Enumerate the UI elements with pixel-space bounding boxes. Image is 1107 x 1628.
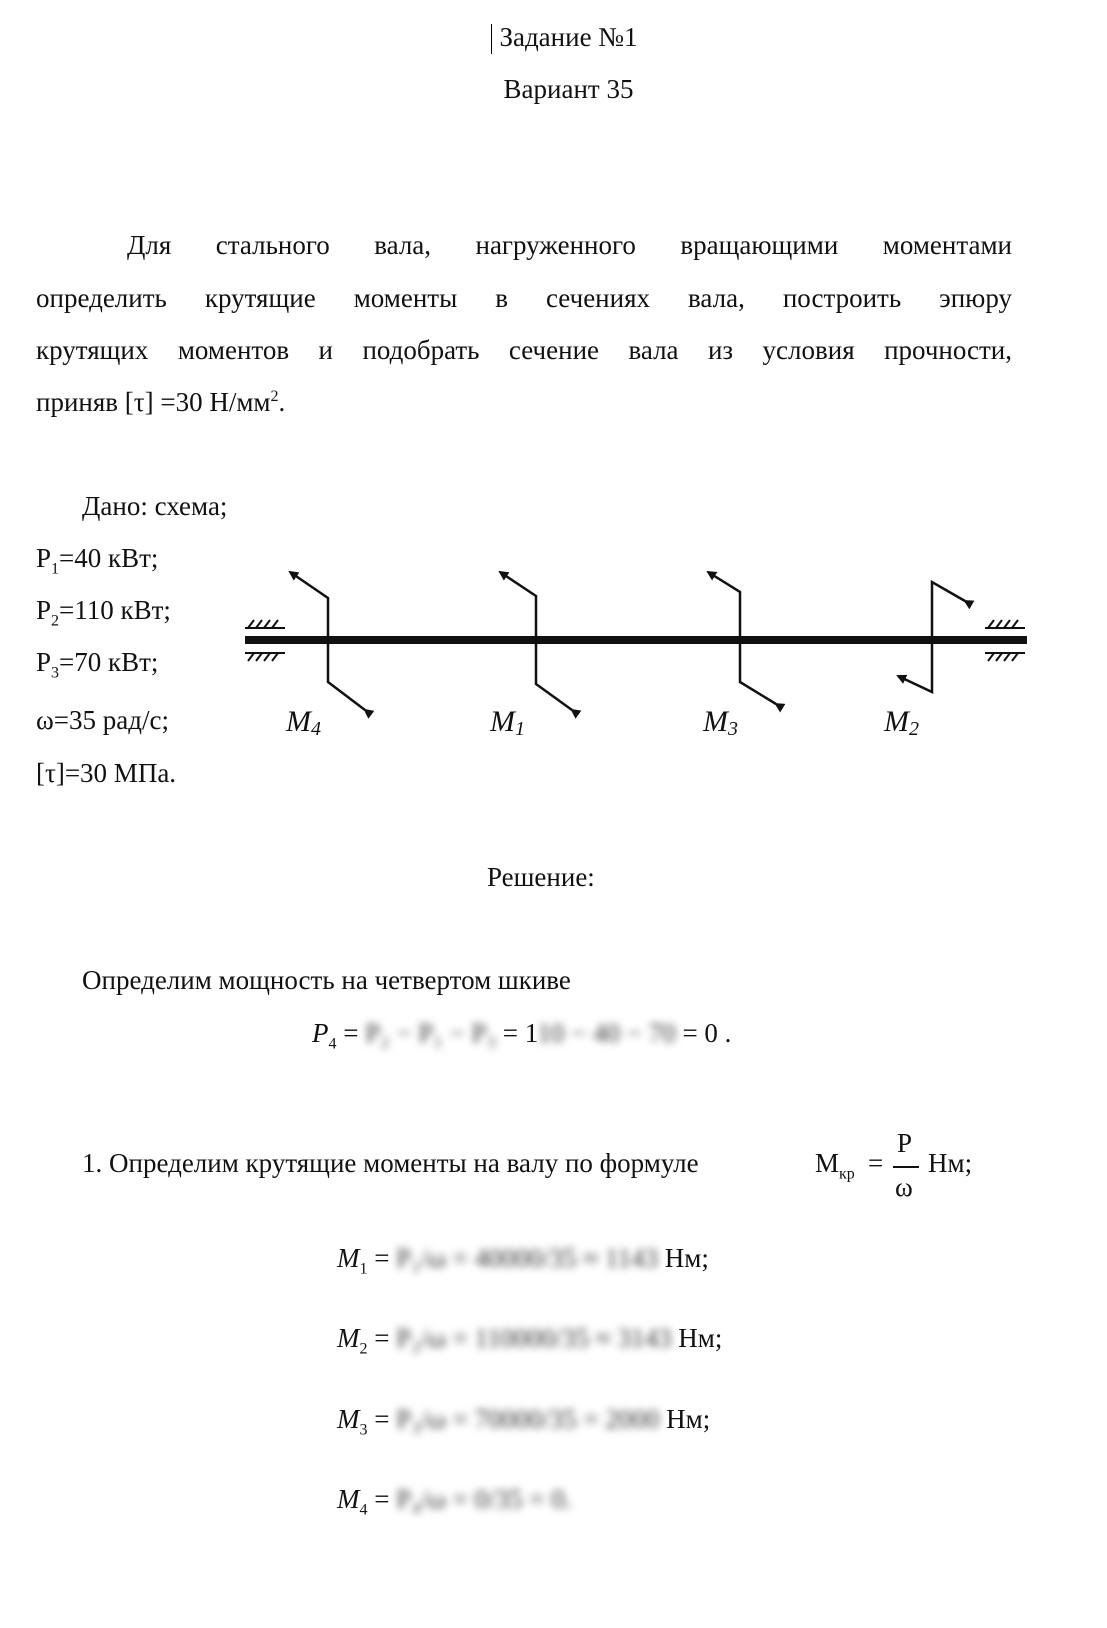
p4-blurred-terms: P₂ − P₁ − P₃ [365,1018,496,1048]
task-title: Задание №1 [499,22,638,52]
p4-intro: Определим мощность на четвертом шкиве [82,965,571,995]
given-omega: ω=35 рад/с; [36,705,169,735]
given-p2: $P_2=110$ кВт; [36,595,171,630]
moment-m3-line: $M_3 = P_3/\omega = 70000/35 = 2000$ Нм; [337,1404,711,1439]
variant-title: Вариант 35 [503,74,634,104]
mkr-numerator: P [897,1128,913,1158]
problem-line-4: приняв [τ] =30 $Н/мм^2$. [36,387,286,417]
label-m1: M1 [490,705,525,740]
label-m3: M3 [703,705,738,740]
step1-text: 1. Определим крутящие моменты на валу по формуле [82,1148,699,1178]
solution-title: Решение: [487,862,595,892]
moment-m4-line: $M_4 = P_4/\omega = 0/35 = 0$. [337,1484,572,1519]
given-p1: $P_1=40$ кВт; [36,543,159,578]
mkr-denominator: ω [895,1172,913,1202]
m2-blurred-value: P₂/ω = 110000/35 ≈ 3143 [396,1323,672,1353]
given-tau: [τ]=30 МПа. [36,758,177,788]
p4-formula: $P_4 = P_2 - P_1 - P_3 = 110 - 40 - 70 = 0$ . [312,1018,732,1053]
shaft-diagram [0,0,1107,800]
moment-m2-line: $M_2 = P_2/\omega = 110000/35 \approx 3143$ Нм; [337,1323,723,1358]
problem-line-3: крутящих моментов и подобрать сечение вала из условия прочности, [36,335,1012,365]
m1-blurred-value: P₁/ω = 40000/35 ≈ 1143 [396,1243,658,1273]
given-p3: $P_3=70$ кВт; [36,647,159,682]
m3-blurred-value: P₃/ω = 70000/35 = 2000 [396,1404,660,1434]
moment-m1-line: $M_1 = P_1/\omega = 40000/35 \approx 1143$ Нм; [337,1243,709,1278]
label-m4: M4 [286,705,321,740]
problem-line-2: определить крутящие моменты в сечениях вала, построить эпюру [36,283,1012,313]
label-m2: M2 [884,705,919,740]
shaft [245,636,1027,644]
p4-blurred-values: 10 − 40 − 70 [537,1018,676,1048]
m4-blurred-value: P₄/ω = 0/35 = 0. [396,1484,572,1514]
given-title: Дано: схема; [82,491,228,521]
problem-line-1: Для стального вала, нагруженного вращающими моментами [127,230,1012,260]
mkr-fraction-bar [893,1166,919,1168]
